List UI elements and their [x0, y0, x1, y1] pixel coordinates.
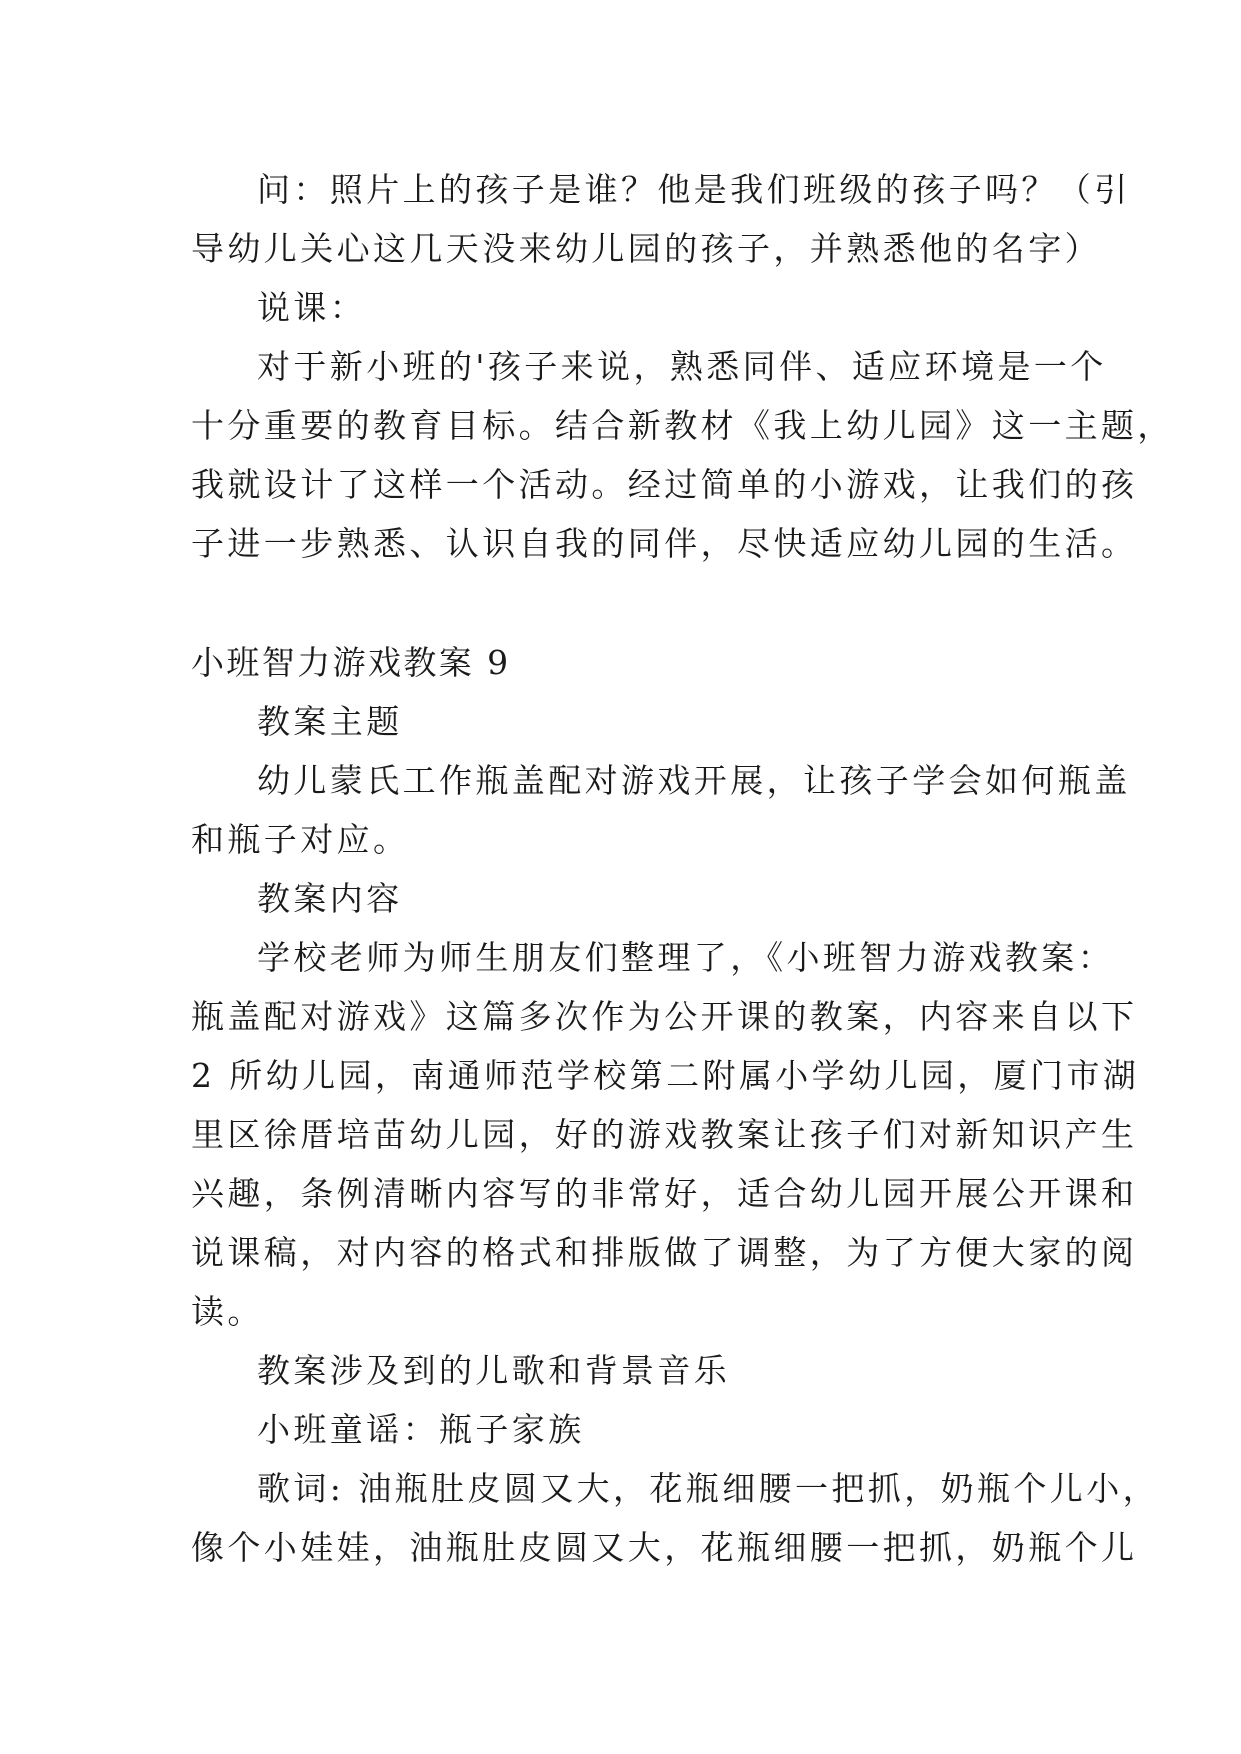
lesson-talk-para-line-3: 我就设计了这样一个活动。经过简单的小游戏，让我们的孩: [191, 465, 1138, 504]
content-line-7: 读。: [191, 1292, 264, 1331]
theme-line-2: 和瓶子对应。: [191, 820, 410, 859]
content-line-5: 兴趣，条例清晰内容写的非常好，适合幼儿园开展公开课和: [191, 1174, 1138, 1213]
content-line-1: 学校老师为师生朋友们整理了，《小班智力游戏教案：: [257, 938, 1115, 977]
music-label: 教案涉及到的儿歌和背景音乐: [257, 1351, 731, 1390]
section-gap: [191, 573, 1061, 633]
lesson-talk-label: 说课：: [257, 288, 367, 327]
document-page: [191, 160, 1174, 1577]
lyrics-line-1: 歌词: 油瓶肚皮圆又大，花瓶细腰一把抓，奶瓶个儿小，: [257, 1469, 1160, 1508]
lesson-talk-para-line-1: 对于新小班的'孩子来说，熟悉同伴、适应环境是一个: [257, 347, 1107, 386]
content-line-4: 里区徐厝培苗幼儿园，好的游戏教案让孩子们对新知识产生: [191, 1115, 1138, 1154]
lesson-talk-para-line-2: 十分重要的教育目标。结合新教材《我上幼儿园》这一主题，: [191, 406, 1174, 445]
content-line-6: 说课稿，对内容的格式和排版做了调整，为了方便大家的阅: [191, 1233, 1138, 1272]
content-label: 教案内容: [257, 879, 403, 918]
section-title: 小班智力游戏教案 9: [191, 643, 511, 682]
content-line-3: 2 所幼儿园，南通师范学校第二附属小学幼儿园，厦门市湖: [191, 1056, 1140, 1095]
theme-line-1: 幼儿蒙氏工作瓶盖配对游戏开展，让孩子学会如何瓶盖: [257, 761, 1131, 800]
question-line-2: 导幼儿关心这几天没来幼儿园的孩子，并熟悉他的名字）: [191, 229, 1101, 268]
lesson-talk-para-line-4: 子进一步熟悉、认识自我的同伴，尽快适应幼儿园的生活。: [191, 524, 1138, 563]
content-line-2: 瓶盖配对游戏》这篇多次作为公开课的教案，内容来自以下: [191, 997, 1138, 1036]
song-title: 小班童谣：瓶子家族: [257, 1410, 585, 1449]
question-line-1: 问：照片上的孩子是谁？他是我们班级的孩子吗？（引: [257, 170, 1131, 209]
lyrics-line-2: 像个小娃娃，油瓶肚皮圆又大，花瓶细腰一把抓，奶瓶个儿: [191, 1528, 1138, 1567]
theme-label: 教案主题: [257, 702, 403, 741]
